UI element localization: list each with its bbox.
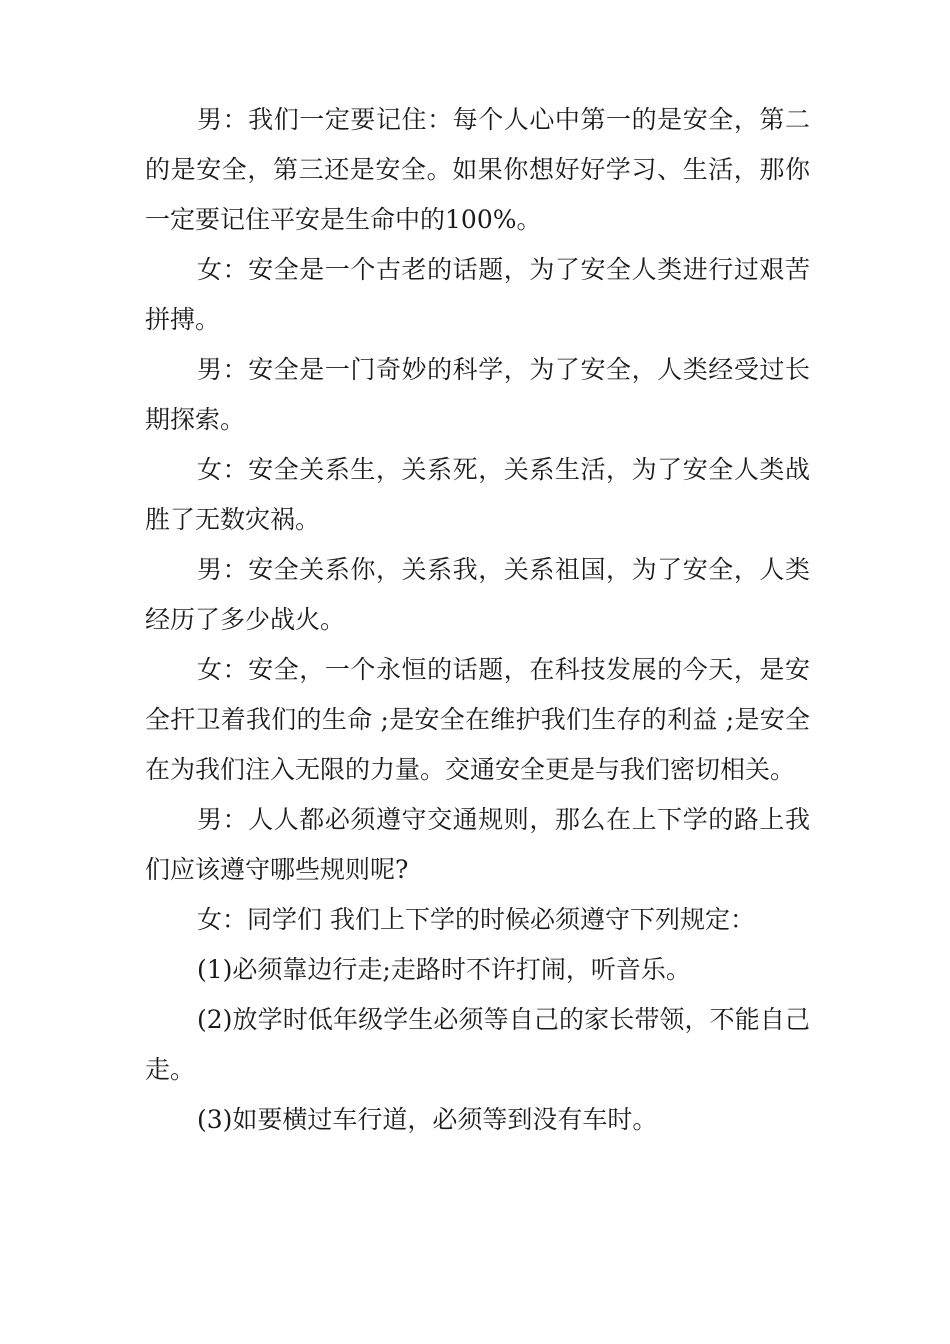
paragraph-9: (1)必须靠边行走;走路时不许打闹，听音乐。 xyxy=(197,955,691,984)
paragraph-11: (3)如要横过车行道，必须等到没有车时。 xyxy=(197,1105,658,1134)
paragraph-4: 女：安全关系生，关系死，关系生活，为了安全人类战胜了无数灾祸。 xyxy=(145,455,810,534)
paragraph-10: (2)放学时低年级学生必须等自己的家长带领，不能自己走。 xyxy=(145,1005,810,1084)
paragraph-7: 男：人人都必须遵守交通规则，那么在上下学的路上我们应该遵守哪些规则呢? xyxy=(145,805,810,884)
paragraph-5: 男：安全关系你，关系我，关系祖国，为了安全，人类经历了多少战火。 xyxy=(145,555,810,634)
paragraph-8: 女：同学们 我们上下学的时候必须遵守下列规定： xyxy=(197,905,755,934)
document-body xyxy=(145,95,810,1145)
paragraph-1: 男：我们一定要记住：每个人心中第一的是安全，第二的是安全，第三还是安全。如果你想好好学习、生活，那你一定要记住平安是生命中的100%。 xyxy=(145,105,810,234)
paragraph-2: 女：安全是一个古老的话题，为了安全人类进行过艰苦拼搏。 xyxy=(145,255,810,334)
paragraph-6: 女：安全，一个永恒的话题，在科技发展的今天，是安全扞卫着我们的生命 ;是安全在维护我们生存的利益 ;是安全在为我们注入无限的力量。交通安全更是与我们密切相关。 xyxy=(145,655,810,784)
paragraph-3: 男：安全是一门奇妙的科学，为了安全，人类经受过长期探索。 xyxy=(145,355,810,434)
